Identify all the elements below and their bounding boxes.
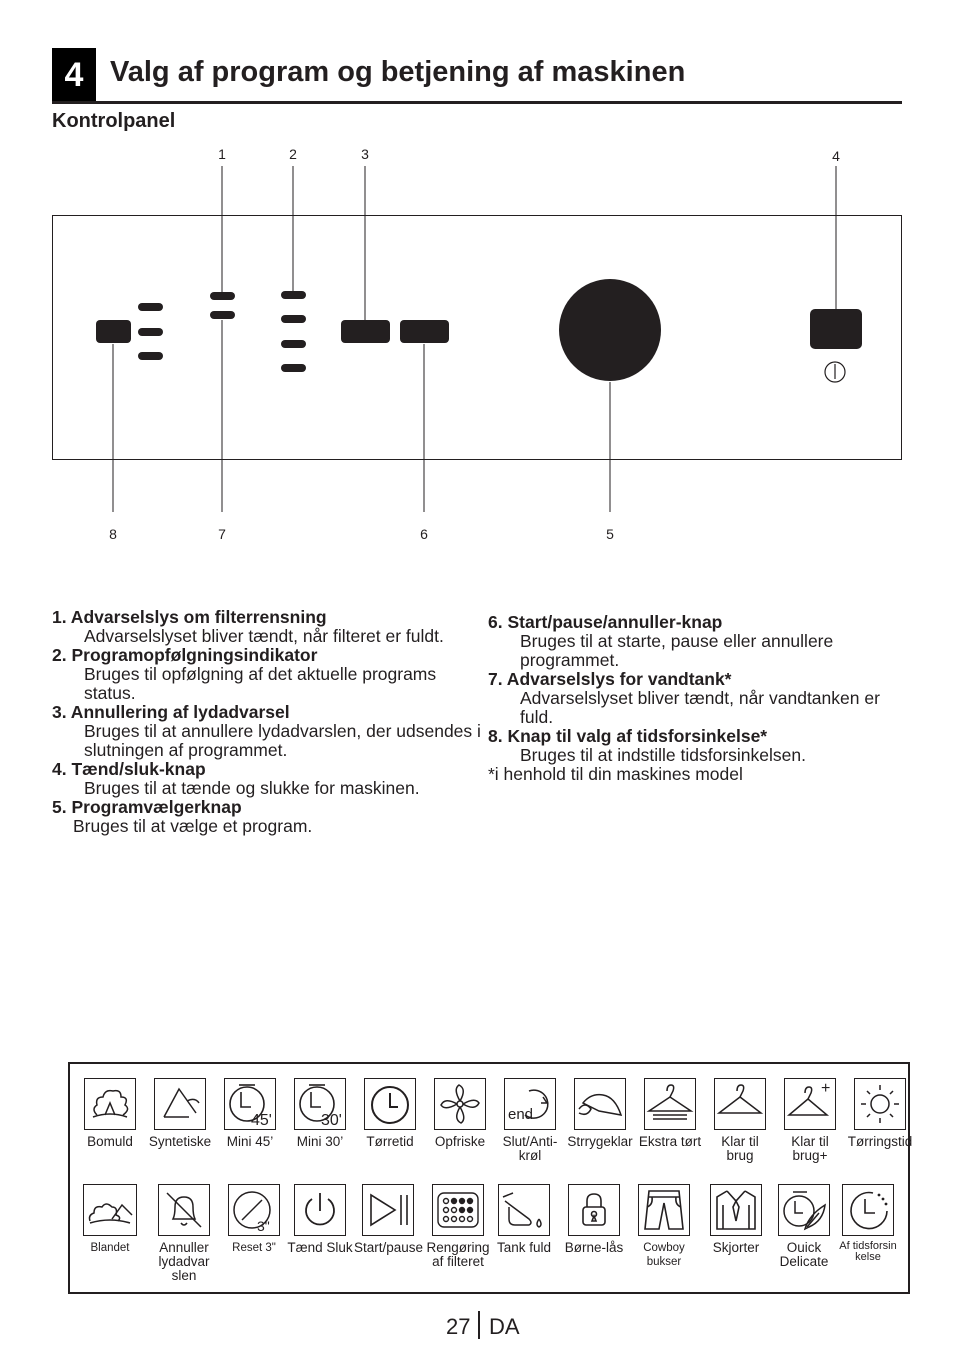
quick-delicate-icon (779, 1185, 829, 1235)
symbol-ready-to-wear-plus (776, 1078, 844, 1163)
legend-footnote: *i henhold til din maskines model (488, 764, 743, 784)
symbol-label: Slut/Anti-krøl (502, 1134, 558, 1163)
symbol-label: Rengøring af filteret (426, 1240, 490, 1269)
legend-title: 5. Programvælgerknap (52, 797, 242, 817)
callout-4: 4 (832, 148, 840, 164)
symbol-label: Opfriske (434, 1134, 486, 1149)
time-delay-icon (843, 1185, 893, 1235)
program-symbols-table (68, 1062, 913, 1294)
legend-title: 7. Advarselslys for vandtank* (488, 669, 732, 689)
ready-to-wear-hanger-icon (715, 1079, 765, 1129)
drying-time-icon (365, 1079, 415, 1129)
leader-lines (113, 166, 836, 512)
legend-item (52, 703, 482, 760)
legend-title: 8. Knap til valg af tidsforsinkelse* (488, 726, 768, 746)
svg-text:+: + (821, 1080, 831, 1097)
panel-outline (53, 216, 902, 460)
symbol-label: Blandet (90, 1242, 130, 1254)
callout-3: 3 (361, 146, 369, 162)
control-panel-diagram (0, 140, 954, 550)
symbol-label: Strrygeklar (567, 1134, 633, 1149)
symbol-mini-45 (216, 1078, 284, 1149)
program-selector-knob (559, 279, 661, 381)
symbol-refresh (426, 1078, 494, 1149)
power-symbol-icon (825, 362, 845, 382)
callout-7: 7 (218, 526, 226, 542)
legend-title: 6. Start/pause/annuller-knap (488, 612, 723, 632)
legend-item (52, 760, 482, 798)
symbol-drying-time-sun (846, 1078, 914, 1149)
time-delay-button (96, 320, 131, 343)
water-tank-warning-led (210, 311, 235, 319)
legend-description: Advarselslyset bliver tændt, når vandtanken er fuld. (520, 688, 880, 727)
legend-item (52, 798, 482, 836)
symbol-label: Af tidsforsin kelse (839, 1240, 897, 1263)
on-off-button (810, 309, 862, 349)
legend-title: 1. Advarselslys om filterrensning (52, 607, 327, 627)
synthetics-icon (155, 1079, 205, 1129)
symbol-mixed (76, 1184, 144, 1255)
cotton-icon (85, 1079, 135, 1129)
symbol-label: Tørringstid (847, 1134, 913, 1149)
reset-3s-icon (229, 1185, 279, 1235)
symbol-label: Mini 30’ (296, 1134, 344, 1149)
legend-title: 2. Programopfølgningsindikator (52, 645, 318, 665)
page-number: 27 (446, 1314, 471, 1339)
legend-description: Bruges til at vælge et program. (73, 816, 313, 836)
symbol-label: Klar til brug+ (791, 1134, 829, 1163)
extra-dry-hanger-icon (645, 1079, 695, 1129)
symbol-label: Annuller lydadvar slen (158, 1240, 210, 1283)
symbol-label: Klar til brug (721, 1134, 759, 1163)
symbol-synthetics (146, 1078, 214, 1149)
end-anticrease-icon (505, 1079, 555, 1129)
callout-6: 6 (420, 526, 428, 542)
legend-item (488, 613, 908, 670)
legend-description: Bruges til opfølgning af det aktuelle programs status. (84, 664, 437, 703)
symbol-tank-full (490, 1184, 558, 1255)
svg-text:3": 3" (257, 1218, 270, 1234)
jeans-icon (639, 1185, 689, 1235)
section-number-badge: 4 (52, 48, 96, 102)
callout-2: 2 (289, 146, 297, 162)
start-pause-icon (363, 1185, 413, 1235)
drying-time-sun-icon (855, 1079, 905, 1129)
symbol-power (286, 1184, 354, 1255)
callout-5: 5 (606, 526, 614, 542)
symbol-child-lock (560, 1184, 628, 1255)
symbol-time-delay (834, 1184, 902, 1263)
ready-to-wear-plus-hanger-icon (785, 1079, 835, 1129)
symbol-drying-time (356, 1078, 424, 1149)
filter-cleaning-icon (433, 1185, 483, 1235)
symbol-jeans (630, 1184, 698, 1269)
control-panel-heading: Kontrolpanel (52, 110, 176, 132)
symbol-label: Mini 45’ (226, 1134, 274, 1149)
iron-dry-icon (575, 1079, 625, 1129)
symbol-label: Børne-lås (564, 1240, 624, 1255)
mini-45-icon (225, 1079, 275, 1129)
cancel-alarm-bell-icon (159, 1185, 209, 1235)
start-pause-button (400, 320, 449, 343)
child-lock-icon (569, 1185, 619, 1235)
symbol-label: Ouick Delicate (779, 1240, 829, 1269)
symbol-end-anticrease (496, 1078, 564, 1163)
symbol-label: Reset 3" (232, 1242, 276, 1254)
refresh-fan-icon (435, 1079, 485, 1129)
legend-title: 3. Annullering af lydadvarsel (52, 702, 290, 722)
symbol-mini-30 (286, 1078, 354, 1149)
symbol-iron-dry (566, 1078, 634, 1149)
tank-full-icon (499, 1185, 549, 1235)
symbol-cancel-alarm (150, 1184, 218, 1283)
symbol-label: Bomuld (87, 1134, 133, 1149)
symbol-label: Syntetiske (148, 1134, 212, 1149)
legend-item (488, 670, 908, 727)
symbol-label: Start/pause (354, 1240, 424, 1255)
legend-item (52, 608, 482, 646)
symbol-cotton (76, 1078, 144, 1149)
callout-8: 8 (109, 526, 117, 542)
program-progress-leds (281, 291, 306, 372)
title-underline-divider (52, 101, 902, 104)
legend-description: Advarselslyset bliver tændt, når filteret er fuldt. (84, 626, 444, 646)
cancel-alarm-button (341, 320, 390, 343)
legend-description: Bruges til at tænde og slukke for maskinen. (84, 778, 420, 798)
legend-item (52, 646, 482, 703)
legend-item (488, 727, 908, 765)
page-language: DA (489, 1314, 520, 1339)
filter-warning-led (210, 292, 235, 300)
legend-description: Bruges til at annullere lydadvarslen, der udsendes i slutningen af programmet. (84, 721, 481, 760)
symbol-start-pause (354, 1184, 422, 1255)
symbol-label: Ekstra tørt (638, 1134, 702, 1149)
mini-30-icon (295, 1079, 345, 1129)
shirt-icon (711, 1185, 761, 1235)
legend-description: Bruges til at indstille tidsforsinkelsen. (520, 745, 806, 765)
mixed-icon (84, 1185, 136, 1235)
symbol-filter-cleaning (424, 1184, 492, 1269)
symbol-shirts (702, 1184, 770, 1255)
symbol-label: Tank fuld (496, 1240, 552, 1255)
symbol-label: Tørretid (366, 1134, 414, 1149)
svg-text:end: end (508, 1106, 534, 1123)
power-icon (295, 1185, 345, 1235)
legend-title: 4. Tænd/sluk-knap (52, 759, 206, 779)
symbol-quick-delicate (770, 1184, 838, 1269)
callout-1: 1 (218, 146, 226, 162)
symbol-extra-dry (636, 1078, 704, 1149)
svg-text:30': 30' (321, 1112, 342, 1129)
symbol-ready-to-wear (706, 1078, 774, 1163)
legend-left-column (52, 608, 482, 836)
symbol-label: Cowboy bukser (643, 1242, 685, 1268)
legend-right-column (488, 613, 908, 784)
symbol-label: Skjorter (712, 1240, 760, 1255)
page-number-divider (478, 1311, 480, 1339)
symbol-label: Tænd Sluk (287, 1240, 353, 1255)
legend-description: Bruges til at starte, pause eller annullere programmet. (520, 631, 834, 670)
delay-indicator-leds (138, 303, 163, 360)
section-title: Valg af program og betjening af maskinen (110, 56, 686, 88)
symbol-reset (220, 1184, 288, 1255)
svg-text:45': 45' (251, 1112, 272, 1129)
